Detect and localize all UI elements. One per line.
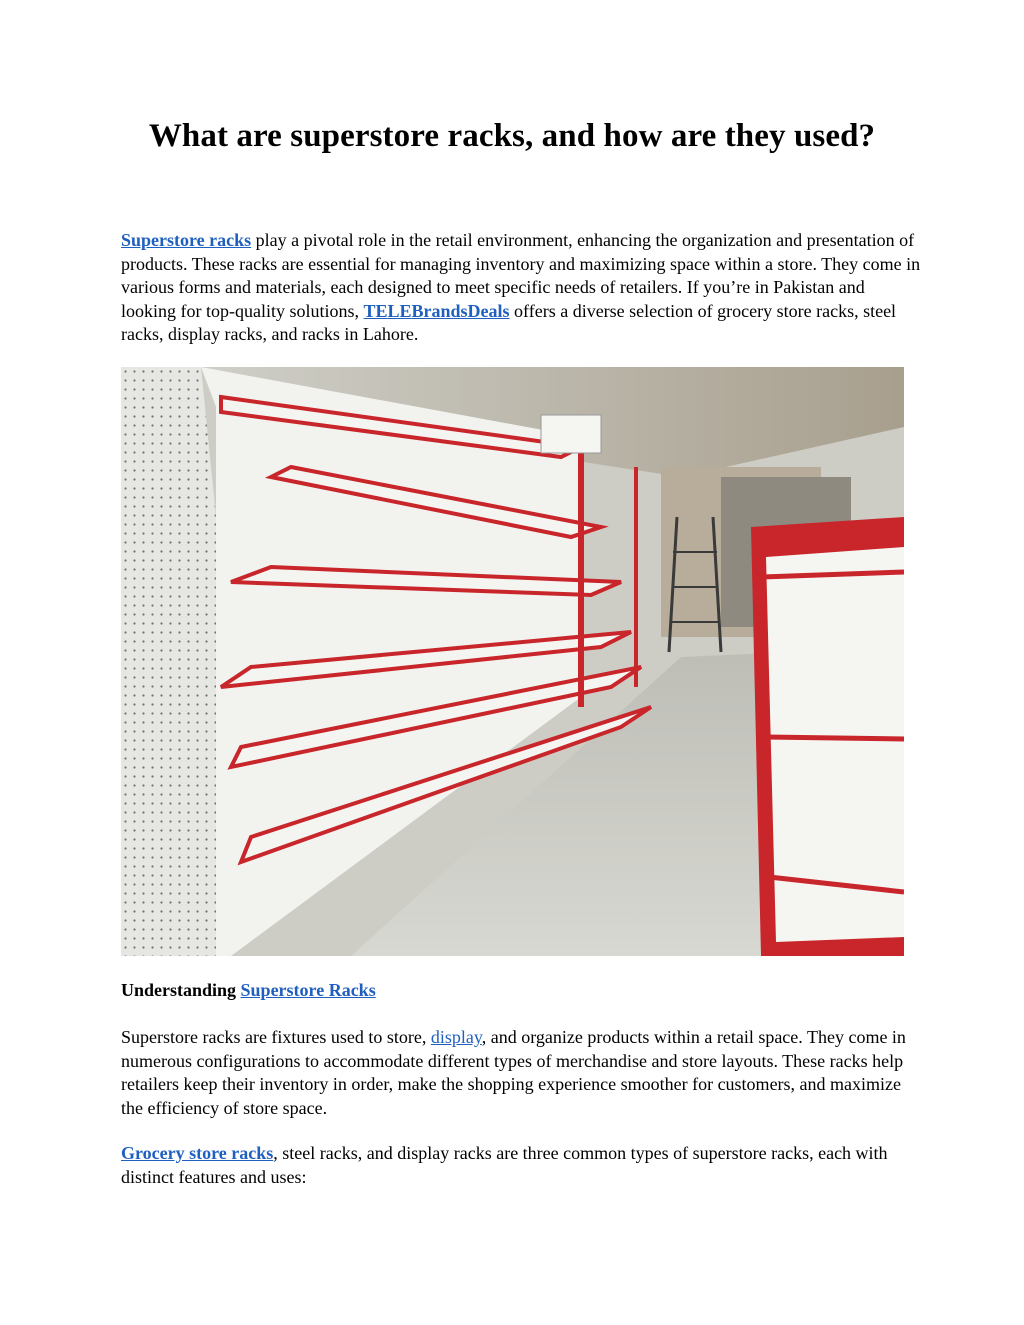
types-text-1: , steel racks, and display racks are three common types of superstore racks, each with distinct features and uses:	[121, 1143, 888, 1187]
understanding-text-2: , and organize products within a retail space. They come in numerous configurations to accommodate different types of merchandise and store layouts. These racks help retailers keep their inventory in order, make the shopping experience smoother for customers, and maximize the efficiency of store space.	[121, 1027, 906, 1118]
understanding-paragraph	[121, 1026, 921, 1120]
display-link[interactable]: display	[430, 1027, 482, 1047]
page-title: What are superstore racks, and how are they used?	[148, 118, 876, 154]
understanding-text-1: Superstore racks are fixtures used to store,	[121, 1027, 431, 1047]
telebrandsdeals-link[interactable]: TELEBrandsDeals	[363, 300, 510, 321]
understanding-heading	[121, 980, 376, 1001]
intro-text-2: offers a diverse selection of grocery store racks, steel racks, display racks, and racks in Lahore.	[121, 300, 897, 344]
superstore-racks-link[interactable]: Superstore racks	[121, 230, 252, 250]
superstore-racks-heading-link[interactable]: Superstore Racks	[240, 980, 376, 1000]
types-paragraph	[121, 1142, 921, 1189]
understanding-heading-prefix: Understanding	[121, 980, 241, 1000]
intro-text-1: play a pivotal role in the retail environment, enhancing the organization and presentation of products. These racks are essential for managing inventory and maximizing space within a store. They come in various forms and materials, each designed to meet specific needs of retailers. If you’re in Pakistan and looking for top-quality solutions,	[121, 230, 921, 321]
grocery-store-racks-link[interactable]: Grocery store racks	[121, 1143, 274, 1163]
intro-paragraph	[121, 229, 921, 347]
store-shelving-photo	[121, 367, 904, 956]
